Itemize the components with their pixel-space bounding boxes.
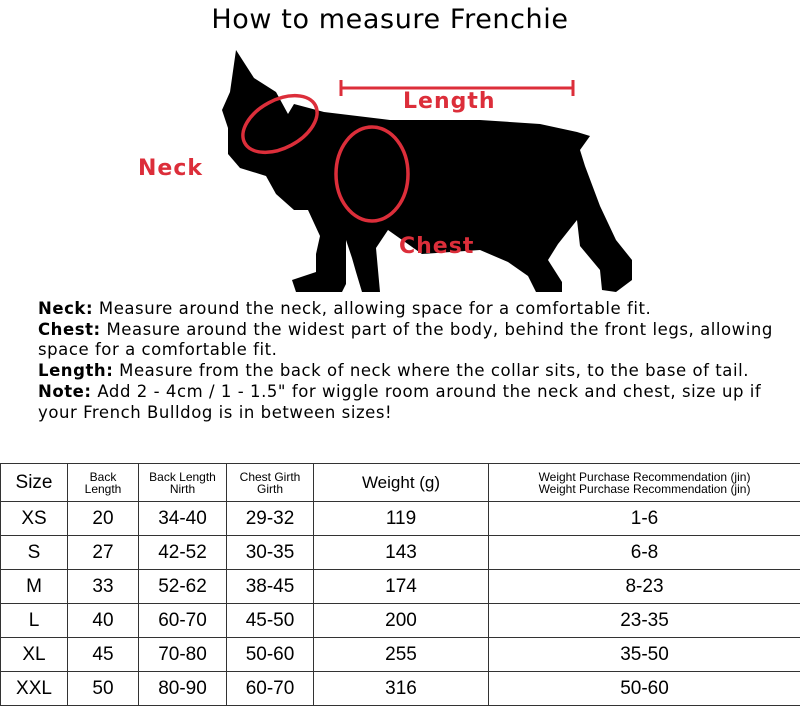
header-chest-girth: Chest Girth Girth [227,464,314,502]
table-row [1,672,800,706]
cell-weight: 200 [314,604,489,638]
cell-weight: 143 [314,536,489,570]
cell-weight: 316 [314,672,489,706]
table-header-row [1,464,800,502]
dog-measurement-diagram [130,40,650,295]
instruction-note: Note: Add 2 - 4cm / 1 - 1.5" for wiggle room around the neck and chest, size up if your French Bulldog is in between sizes! [38,382,798,423]
size-chart-table [0,463,800,706]
header-weight: Weight (g) [314,464,489,502]
header-back-length: Back Length [68,464,139,502]
cell-back-length: 50 [68,672,139,706]
length-label: Length [403,89,496,114]
cell-weight: 174 [314,570,489,604]
table-row [1,638,800,672]
cell-recommendation: 1-6 [489,502,800,536]
cell-size: L [1,604,68,638]
instruction-chest: Chest: Measure around the widest part of the body, behind the front legs, allowing space for a comfortable fit. [38,320,798,361]
page-title: How to measure Frenchie [0,4,780,35]
cell-weight: 119 [314,502,489,536]
cell-back-length: 33 [68,570,139,604]
cell-chest-girth: 60-70 [227,672,314,706]
header-recommendation: Weight Purchase Recommendation (jin) Weight Purchase Recommendation (jin) [489,464,800,502]
table-row [1,604,800,638]
cell-back-length: 45 [68,638,139,672]
neck-label: Neck [138,156,203,181]
cell-chest-girth: 50-60 [227,638,314,672]
cell-back-length-nirth: 42-52 [139,536,227,570]
cell-recommendation: 23-35 [489,604,800,638]
cell-weight: 255 [314,638,489,672]
cell-back-length-nirth: 80-90 [139,672,227,706]
table-row [1,536,800,570]
cell-back-length: 40 [68,604,139,638]
measurement-instructions [38,299,798,423]
instruction-neck: Neck: Measure around the neck, allowing space for a comfortable fit. [38,299,798,320]
cell-back-length-nirth: 34-40 [139,502,227,536]
cell-size: XXL [1,672,68,706]
cell-recommendation: 35-50 [489,638,800,672]
cell-size: XS [1,502,68,536]
cell-chest-girth: 45-50 [227,604,314,638]
header-back-length-nirth: Back Length Nirth [139,464,227,502]
cell-back-length-nirth: 52-62 [139,570,227,604]
header-size: Size [1,464,68,502]
instruction-length: Length: Measure from the back of neck where the collar sits, to the base of tail. [38,361,798,382]
table-row [1,570,800,604]
cell-chest-girth: 30-35 [227,536,314,570]
cell-back-length: 27 [68,536,139,570]
cell-size: M [1,570,68,604]
cell-back-length-nirth: 70-80 [139,638,227,672]
cell-recommendation: 50-60 [489,672,800,706]
cell-back-length: 20 [68,502,139,536]
cell-size: XL [1,638,68,672]
cell-recommendation: 6-8 [489,536,800,570]
cell-chest-girth: 38-45 [227,570,314,604]
chest-label: Chest [399,234,474,259]
cell-size: S [1,536,68,570]
cell-back-length-nirth: 60-70 [139,604,227,638]
cell-recommendation: 8-23 [489,570,800,604]
cell-chest-girth: 29-32 [227,502,314,536]
table-row [1,502,800,536]
